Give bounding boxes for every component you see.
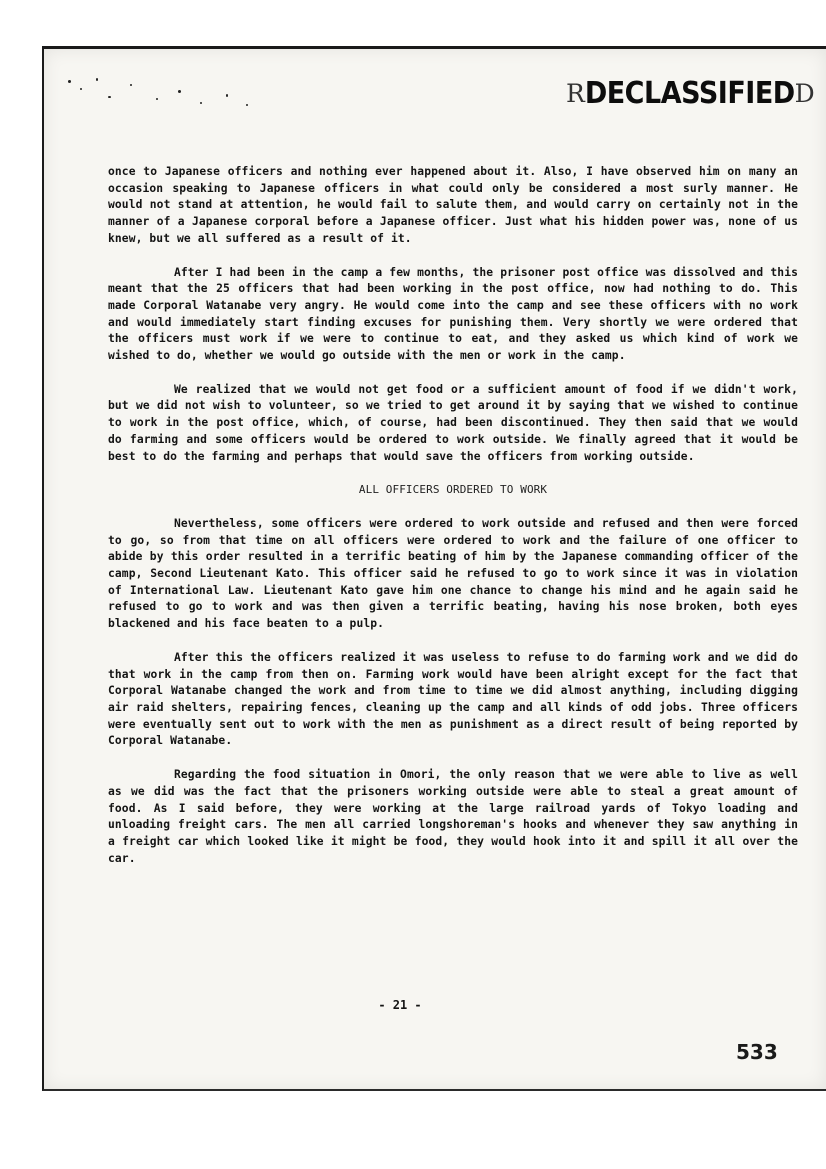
document-number: 533	[736, 1040, 778, 1064]
paragraph-post-office: After I had been in the camp a few months, the prisoner post office was dissolved and this meant that the 25 officers that had been working in the post office, now had nothing to do. This made Corporal Watanabe very angry. He would come into the camp and see these officers with no work and would immediately start finding excuses for punishing them. Very shortly we were ordered that the officers must work if we were to continue to eat, and they asked us which kind of work we wished to do, whether we would go outside with the men or work in the camp.	[108, 265, 798, 363]
paragraph-farming: We realized that we would not get food or a sufficient amount of food if we didn't work, but we did not wish to volunteer, so we tried to get around it by saying that we wished to continue to work in the post office, which, of course, had been discontinued. They then said that we would do farming and some officers would be ordered to work outside. We finally agreed that it would be best to do the farming and perhaps that would save the officers from working outside.	[108, 382, 798, 463]
declassified-stamp	[566, 76, 815, 118]
paragraph-farming-work: After this the officers realized it was useless to refuse to do farming work and we did do that work in the camp from then on. Farming work would have been alright except for the fact that Corporal Watanabe changed the work and from time to time we did almost anything, including digging air raid shelters, repairing fences, cleaning up the camp and all kinds of odd jobs. Three officers were eventually sent out to work with the men as punishment as a direct result of being reported by Corporal Watanabe.	[108, 650, 798, 748]
paragraph-continuation: once to Japanese officers and nothing ever happened about it. Also, I have observed him on many an occasion speaking to Japanese officers in what could only be considered a most surly manner. He would not stand at attention, he would fail to salute them, and would carry on certainly not in the manner of a Japanese corporal before a Japanese officer. Just what his hidden power was, none of us knew, but we all suffered as a result of it.	[108, 165, 798, 245]
stamp-main: DECLASSIFIED	[584, 76, 795, 111]
stamp-prefix: R	[566, 79, 585, 108]
document-body	[108, 164, 798, 884]
page-number: - 21 -	[378, 998, 422, 1012]
paragraph-beating: Nevertheless, some officers were ordered to work outside and refused and then were forced to go, so from that time on all officers were ordered to work and the failure of one officer to abide by this order resulted in a terrific beating of him by the Japanese commanding officer of the camp, Second Lieutenant Kato. This officer said he refused to go to work since it was in violation of International Law. Lieutenant Kato gave him one chance to change his mind and he again said he refused to go to work and was then given a terrific beating, having his nose broken, both eyes blackened and his face beaten to a pulp.	[108, 516, 798, 631]
scan-specks	[60, 74, 260, 114]
section-heading: ALL OFFICERS ORDERED TO WORK	[358, 483, 548, 497]
stamp-suffix: D	[794, 79, 815, 108]
paragraph-food-situation: Regarding the food situation in Omori, the only reason that we were able to live as well as we did was the fact that the prisoners working outside were able to steal a great amount of food. As I said before, they were working at the large railroad yards of Tokyo loading and unloading freight cars. The men all carried longshoreman's hooks and whenever they saw anything in a freight car which looked like it might be food, they would hook into it and spill it all over the car.	[108, 768, 798, 865]
